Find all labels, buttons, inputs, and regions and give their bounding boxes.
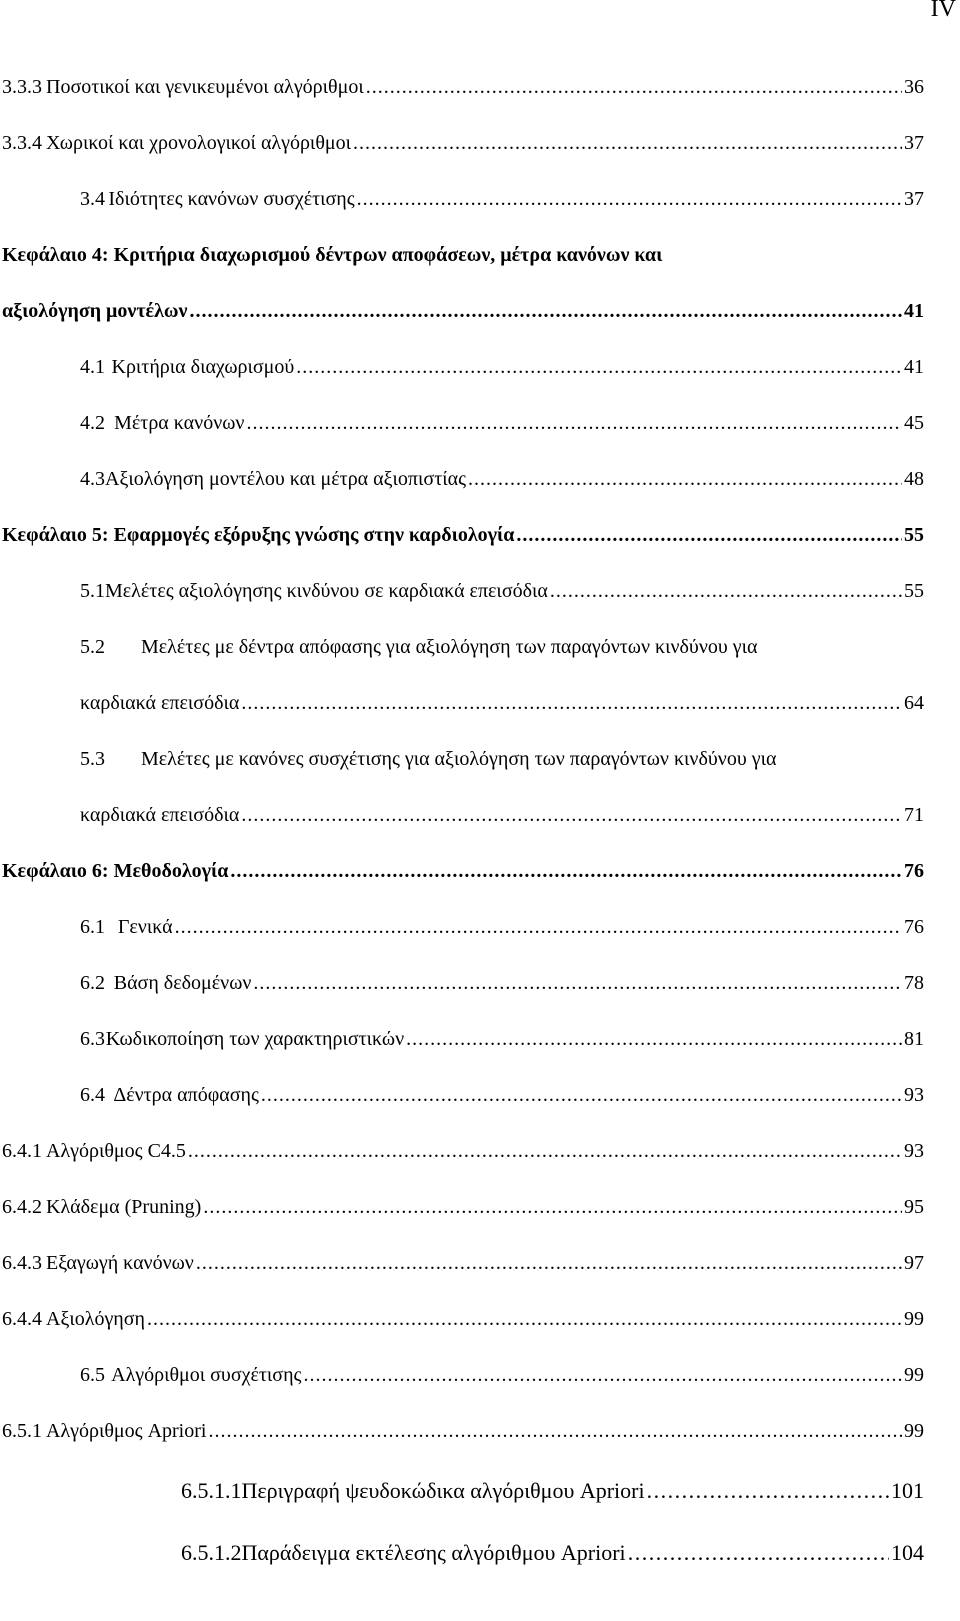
toc-page: 104 [891,1540,924,1565]
toc-number: 6.2 [80,972,105,994]
toc-page: 37 [904,188,924,210]
toc-entry-chapter[interactable] [0,854,960,888]
toc-number: 6.5.1.1 [181,1478,242,1503]
toc-entry-chapter[interactable] [0,238,960,328]
toc-leader [241,798,902,832]
toc-entry[interactable] [0,1536,960,1570]
toc-page: 55 [904,524,924,546]
toc-number: 6.5.1 [2,1420,42,1442]
toc-entry[interactable] [0,1246,960,1280]
toc-page: 93 [904,1140,924,1162]
toc-entry[interactable] [0,1358,960,1392]
toc-number: 6.4.3 [2,1252,42,1274]
toc-number: 3.4 [80,188,105,210]
toc-number: 6.5.1.2 [181,1540,242,1565]
toc-title: Μελέτες αξιολόγησης κινδύνου σε καρδιακά επεισόδια [105,580,548,602]
toc-number: 6.5 [80,1364,105,1386]
toc-number: 5.2 [80,636,105,658]
toc-number: 6.4.4 [2,1308,42,1330]
toc-leader [246,406,902,440]
toc-entry[interactable] [0,1022,960,1056]
toc-page: 78 [904,972,924,994]
toc-page: 71 [904,804,924,826]
toc-leader [357,182,902,216]
toc-leader [261,1078,902,1112]
toc-entry[interactable] [0,910,960,944]
toc-number: 4.2 [80,412,105,434]
toc-entry[interactable] [0,1190,960,1224]
toc-leader [647,1474,889,1508]
toc-entry[interactable] [0,742,960,832]
toc-title: Αλγόριθμος Apriori [46,1420,207,1442]
toc-page: 76 [904,916,924,938]
toc-entry[interactable] [0,406,960,440]
toc-title-continued: καρδιακά επεισόδια [80,804,240,826]
toc-leader [203,1190,902,1224]
toc-entry[interactable] [0,966,960,1000]
toc-title: Αλγόριθμοι συσχέτισης [111,1364,302,1386]
toc-number: 6.4 [80,1084,105,1106]
toc-entry[interactable] [0,1134,960,1168]
toc-title-continued: καρδιακά επεισόδια [80,692,240,714]
toc-number: 5.3 [80,748,105,770]
toc-page: 99 [904,1364,924,1386]
toc-title: Γενικά [117,916,173,938]
toc-title: Κριτήρια διαχωρισμού [111,356,295,378]
toc-leader [253,966,902,1000]
toc-page: 55 [904,580,924,602]
toc-title: Κεφάλαιο 4: Κριτήρια διαχωρισμού δέντρων αποφάσεων, μέτρα κανόνων και [2,244,663,266]
toc-page: 95 [904,1196,924,1218]
toc-page: 37 [904,132,924,154]
toc-page: 101 [891,1478,924,1503]
toc-leader [208,1414,902,1448]
toc-number: 6.1 [80,916,105,938]
toc-leader [147,1302,902,1336]
toc-entry[interactable] [0,126,960,160]
toc-page: 81 [904,1028,924,1050]
toc-number: 3.3.3 [2,76,42,98]
toc-leader [188,1134,902,1168]
toc-entry[interactable] [0,1414,960,1448]
toc-title: Ιδιότητες κανόνων συσχέτισης [108,188,355,210]
toc-entry[interactable] [0,1474,960,1508]
toc-leader [296,350,902,384]
toc-leader [189,294,902,328]
toc-title: Χωρικοί και χρονολογικοί αλγόριθμοι [46,132,351,154]
toc-title: Κωδικοποίηση των χαρακτηριστικών [105,1028,405,1050]
toc-title: Μέτρα κανόνων [114,412,245,434]
toc-leader [516,518,902,552]
toc-title: Δέντρα απόφασης [113,1084,259,1106]
toc-entry[interactable] [0,1078,960,1112]
toc-title: Αλγόριθμος C4.5 [46,1140,186,1162]
toc-title: Αξιολόγηση μοντέλου και μέτρα αξιοπιστίας [105,468,467,490]
toc-entry[interactable] [0,462,960,496]
toc-number: 6.4.1 [2,1140,42,1162]
toc-page: 64 [904,692,924,714]
toc-entry[interactable] [0,70,960,104]
toc-number: 4.3 [80,468,105,490]
toc-title: Κεφάλαιο 6: Μεθοδολογία [2,860,229,882]
toc-number: 3.3.4 [2,132,42,154]
toc-page: 99 [904,1420,924,1442]
toc-entry[interactable] [0,182,960,216]
toc-page: 76 [904,860,924,882]
toc-page: 41 [904,356,924,378]
toc-leader [468,462,902,496]
toc-title: Ποσοτικοί και γενικευμένοι αλγόριθμοι [46,76,364,98]
toc-leader [196,1246,902,1280]
toc-number: 6.3 [80,1028,105,1050]
toc-page: 36 [904,76,924,98]
toc-leader [366,70,902,104]
toc-title: Κεφάλαιο 5: Εφαρμογές εξόρυξης γνώσης στην καρδιολογία [2,524,515,546]
toc-number: 6.4.2 [2,1196,42,1218]
toc-leader [241,686,902,720]
toc-title: Βάση δεδομένων [113,972,252,994]
page-number: IV [930,0,956,22]
toc-title: Μελέτες με κανόνες συσχέτισης για αξιολόγηση των παραγόντων κινδύνου για [141,748,777,770]
toc-leader [175,910,902,944]
toc-page: 97 [904,1252,924,1274]
toc-page: 99 [904,1308,924,1330]
toc-leader [303,1358,902,1392]
toc-title: Αξιολόγηση [46,1308,145,1330]
toc-entry[interactable] [0,630,960,720]
toc-leader [353,126,902,160]
toc-page: 93 [904,1084,924,1106]
toc-leader [230,854,902,888]
toc-title: Μελέτες με δέντρα απόφασης για αξιολόγηση των παραγόντων κινδύνου για [141,636,758,658]
toc-leader [628,1536,889,1570]
toc-title: Περιγραφή ψευδοκώδικα αλγόριθμου Apriori [241,1478,645,1503]
toc-leader [550,574,902,608]
toc-title: Παράδειγμα εκτέλεσης αλγόριθμου Apriori [241,1540,626,1565]
toc-page: 45 [904,412,924,434]
toc-title: Εξαγωγή κανόνων [46,1252,194,1274]
toc-entry-chapter[interactable] [0,518,960,552]
toc-page: 48 [904,468,924,490]
toc-page: 41 [904,300,924,322]
toc-title-continued: αξιολόγηση μοντέλων [2,300,188,322]
toc-title: Κλάδεμα (Pruning) [46,1196,202,1218]
toc-leader [406,1022,902,1056]
toc-number: 5.1 [80,580,105,602]
toc-entry[interactable] [0,1302,960,1336]
toc-entry[interactable] [0,574,960,608]
toc-number: 4.1 [80,356,105,378]
toc-entry[interactable] [0,350,960,384]
